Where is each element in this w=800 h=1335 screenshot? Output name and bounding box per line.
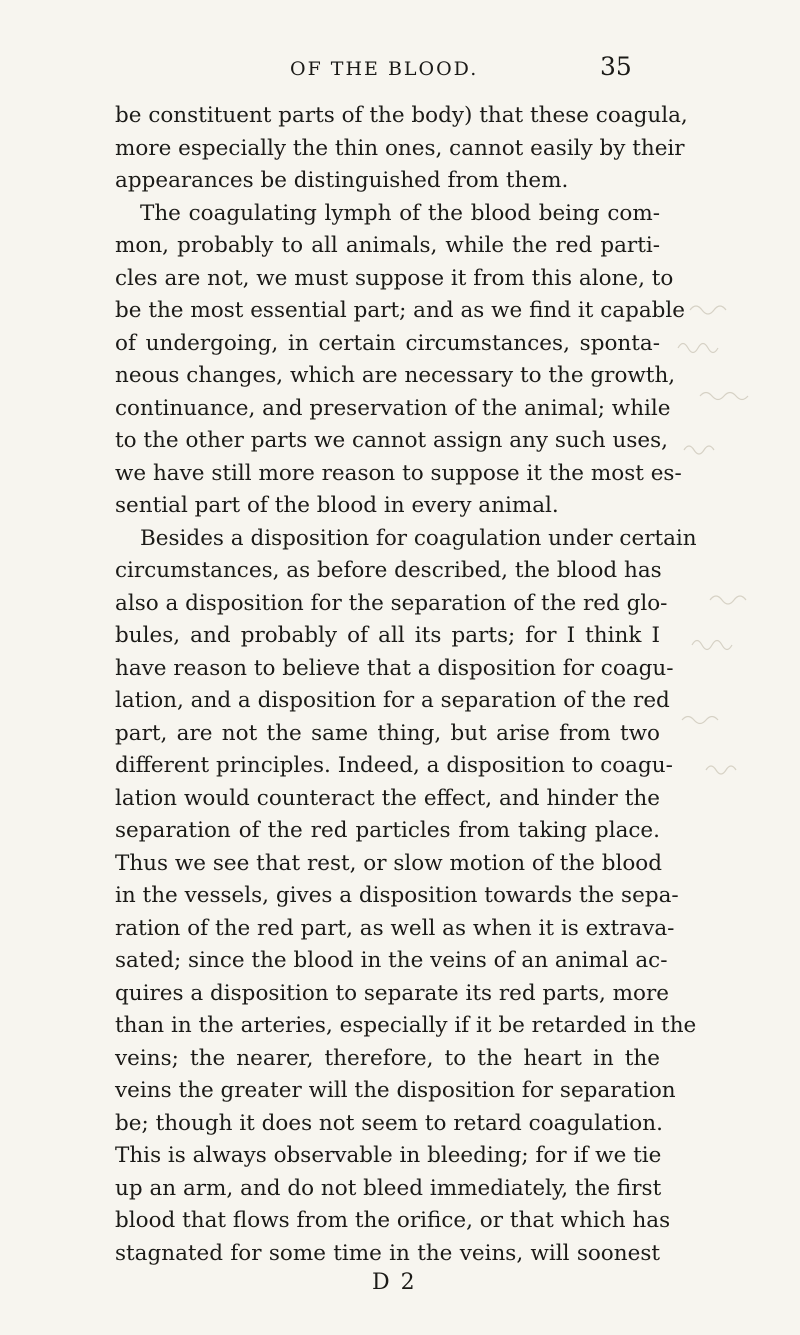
text-line: be the most essential part; and as we find it capable — [115, 298, 686, 323]
text-line: be constituent parts of the body) that these coagula, — [115, 103, 688, 128]
text-line: stagnated for some time in the veins, will soonest — [115, 1240, 660, 1266]
text-line: of undergoing, in certain circumstances, sponta- — [115, 330, 660, 356]
page-number: 35 — [600, 52, 632, 81]
text-line: continuance, and preservation of the animal; while — [115, 395, 671, 421]
text-line: separation of the red particles from taking place. — [115, 818, 660, 843]
text-line: circumstances, as before described, the blood has — [115, 558, 662, 583]
text-line: be; though it does not seem to retard coagulation. — [115, 1110, 663, 1136]
text-line: different principles. Indeed, a disposition to coagu- — [115, 753, 673, 778]
text-line: part, are not the same thing, but arise from two — [115, 720, 660, 746]
text-line: neous changes, which are necessary to the growth, — [115, 363, 676, 388]
text-line: to the other parts we cannot assign any such uses, — [115, 428, 668, 453]
text-line: appearances be distinguished from them. — [115, 168, 569, 193]
paragraph-start-line: Besides a disposition for coagulation under certain — [140, 525, 697, 551]
signature-mark: D 2 — [372, 1270, 417, 1295]
text-line: lation, and a disposition for a separation of the red — [115, 688, 670, 713]
text-line: ration of the red part, as well as when it is extrava- — [115, 915, 675, 941]
running-head — [0, 52, 800, 92]
text-line: veins the greater will the disposition for separation — [115, 1078, 676, 1103]
text-line: in the vessels, gives a disposition towards the sepa- — [115, 883, 679, 908]
text-line: bules, and probably of all its parts; for I think I — [115, 623, 660, 648]
running-title: OF THE BLOOD. — [290, 58, 479, 80]
text-line: quires a disposition to separate its red parts, more — [115, 980, 670, 1006]
text-line: Thus we see that rest, or slow motion of the blood — [115, 850, 662, 876]
text-line: more especially the thin ones, cannot easily by their — [115, 135, 685, 161]
paragraph-start-line: The coagulating lymph of the blood being com- — [140, 200, 660, 226]
text-line: sential part of the blood in every animal. — [115, 493, 559, 518]
text-line: also a disposition for the separation of the red glo- — [115, 590, 668, 616]
text-line: blood that flows from the orifice, or that which has — [115, 1208, 671, 1233]
text-line: This is always observable in bleeding; for if we tie — [115, 1143, 662, 1168]
text-line: up an arm, and do not bleed immediately, the first — [115, 1175, 662, 1201]
text-line: lation would counteract the effect, and hinder the — [115, 785, 660, 811]
text-line: sated; since the blood in the veins of an animal ac- — [115, 948, 668, 973]
text-line: we have still more reason to suppose it the most es- — [115, 460, 682, 486]
show-through-marks — [670, 300, 800, 820]
text-line: mon, probably to all animals, while the red parti- — [115, 233, 660, 258]
text-line: have reason to believe that a disposition for coagu- — [115, 655, 674, 681]
text-line: cles are not, we must suppose it from this alone, to — [115, 265, 674, 291]
body-text — [115, 100, 697, 1270]
text-line: than in the arteries, especially if it be retarded in the — [115, 1013, 697, 1038]
text-line: veins; the nearer, therefore, to the heart in the — [115, 1045, 660, 1071]
